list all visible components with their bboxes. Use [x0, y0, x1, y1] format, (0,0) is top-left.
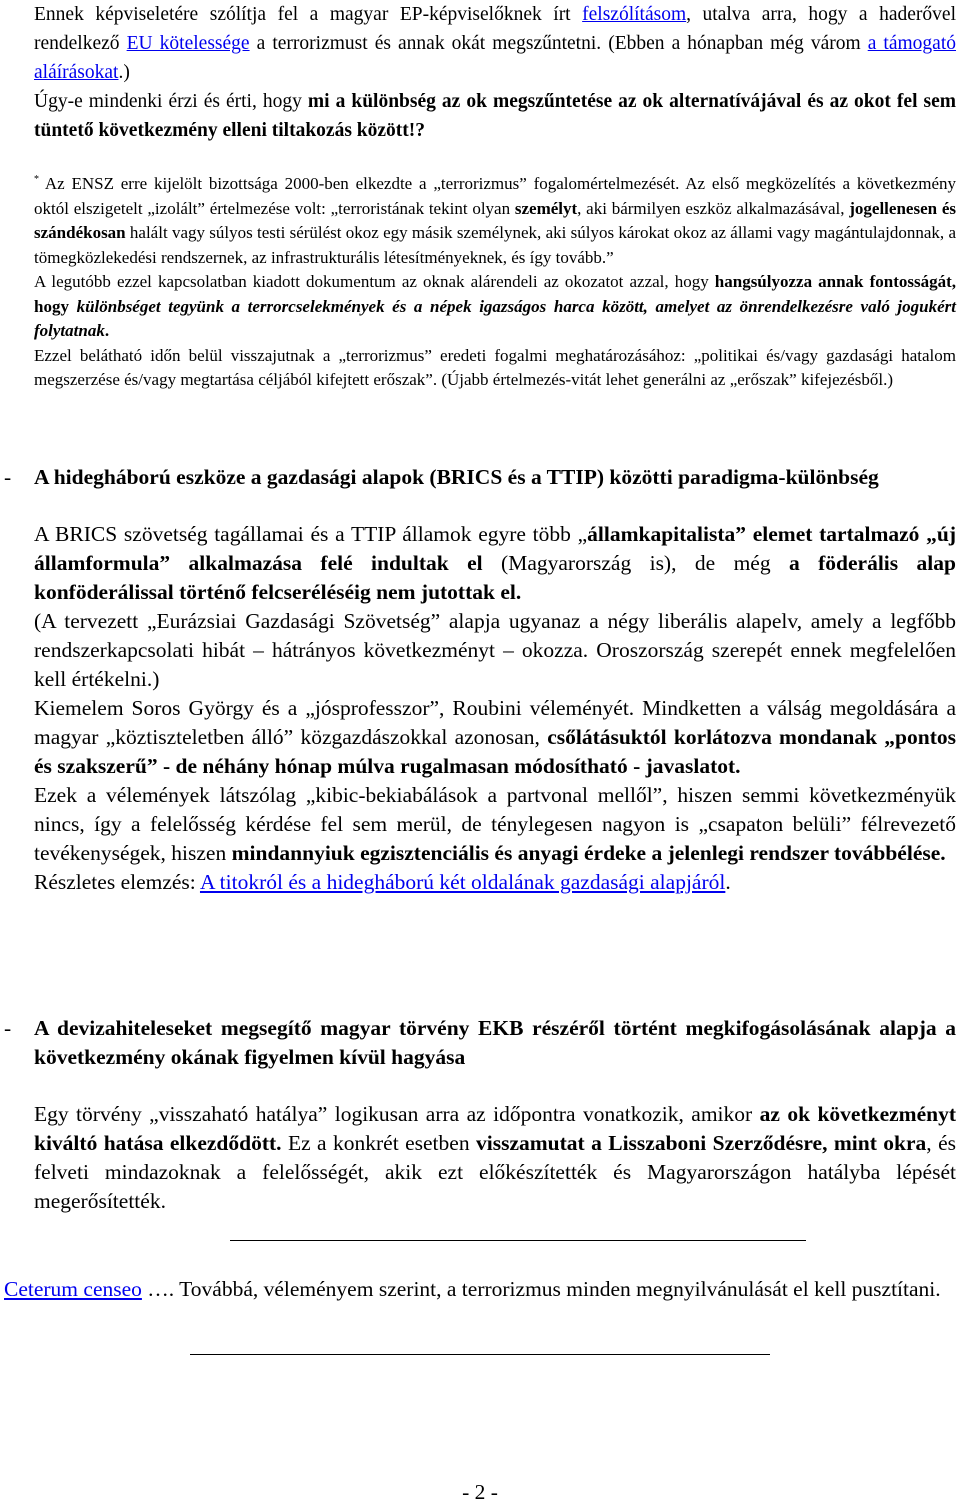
section-heading — [0, 1014, 956, 1072]
body-bold: mindannyiuk egzisztenciális és anyagi érdeke a jelenlegi rendszer továbbélése. — [231, 841, 946, 865]
footnote-paragraph-1 — [34, 168, 956, 270]
body-text: . — [725, 870, 731, 894]
divider-line — [190, 1354, 770, 1355]
intro-text: Úgy-e mindenki érzi és érti, hogy — [34, 91, 308, 112]
footnote-text: halált vagy súlyos testi sérülést okoz egy másik személynek, aki súlyos károkat okoz az állami vagy magántulajdonnak, a tömegközlekedési rendszernek, az infrastrukturális létesítményeknek, és így tovább.” — [34, 223, 956, 267]
paragraph-brics — [34, 520, 956, 607]
body-text: Ezek a vélemények látszólag „kibic-bekiabálások a partvonal mellől”, hiszen semmi következményük nincs, így a felelősség kérdése fel sem merül, de ténylegesen nagyon is „csapaton belüli” félrevezető tevékenységek, hiszen — [34, 783, 956, 865]
body-bold: az ok következményt kiváltó hatása elkezdődött. — [34, 1102, 956, 1155]
intro-block — [34, 0, 956, 145]
body-text: Egy törvény „visszaható hatálya” logikusan arra az időpontra vonatkozik, amikor — [34, 1102, 760, 1126]
footnote-text: , aki bármilyen eszköz alkalmazásával, — [577, 198, 850, 218]
footnote-paragraph-3: Ezzel belátható időn belül visszajutnak a „terrorizmus” eredeti fogalmi meghatározásához: „politikai és/vagy gazdasági hatalom megszerzése és/vagy megtartása céljából kifejtett erőszak”. (Újabb értelmezés-vitát lehet generálni az „erőszak” kifejezésből.) — [34, 345, 956, 389]
tamogato-alairasok-link[interactable]: a támogató aláírásokat — [34, 33, 956, 83]
divider-line — [230, 1240, 806, 1241]
intro-text: , utalva arra, hogy a haderővel rendelkező — [34, 4, 956, 54]
body-text: Részletes elemzés: — [34, 870, 200, 894]
list-dash: - — [4, 465, 12, 489]
body-text: (Magyarország is), de még — [482, 551, 789, 575]
body-bold: államkapitalista” elemet tartalmazó „új államformula” alkalmazása felé indultak el — [34, 522, 956, 575]
footnote-block — [34, 168, 956, 393]
footnote-bold: személyt — [514, 198, 578, 218]
footnote-paragraph-2 — [34, 270, 956, 344]
body-bold: a föderális alap konföderálissal történő felcseréléséig nem jutottak el. — [34, 551, 956, 604]
footnote-bold: hangsúlyozza annak fontosságát, hogy — [34, 272, 957, 316]
closing-paragraph — [4, 1275, 956, 1304]
body-text: , és felveti mindazoknak a felelősségét, akik ezt előkészítették és Magyarországon hatályba lépését megerősítették. — [34, 1131, 956, 1213]
felszolitas-link[interactable]: felszólításom — [582, 4, 687, 25]
closing-text: …. Továbbá, véleményem szerint, a terrorizmus minden megnyilvánulását el kell pusztítani. — [141, 1277, 941, 1301]
titok-hideghaboru-link[interactable]: A titokról és a hidegháború két oldalának gazdasági alapjáról — [199, 870, 726, 894]
paragraph-visszahato — [34, 1100, 956, 1216]
footnote-text: Az ENSZ erre kijelölt bizottsága 2000-ben elkezdte a „terrorizmus” fogalomértelmezését. Az első megközelítés a következmény októl elszigetelt „izolált” értelmezése volt: „terroristának tekint olyan — [34, 174, 956, 218]
footnote-bold: jogellenesen és szándékosan — [34, 198, 956, 242]
body-text: A BRICS szövetség tagállamai és a TTIP államok egyre több „ — [34, 522, 588, 546]
footnote-text: A legutóbb ezzel kapcsolatban kiadott dokumentum az oknak alárendeli az okozatot azzal, hogy — [34, 272, 715, 291]
section-devizahitel — [0, 1014, 956, 1216]
intro-bold-text: mi a különbség az ok megszűntetése az ok alternatívájával és az okot fel sem tüntető következmény elleni tiltakozás között!? — [34, 91, 956, 141]
footnote-bold-italic: különbséget tegyünk a terrorcselekmények és a népek igazságos harca között, amelyet az önrendelkezésre való jogukért folytatnak — [34, 296, 956, 340]
intro-question — [34, 87, 956, 145]
intro-paragraph — [34, 0, 956, 87]
intro-text: Ennek képviseletére szólítja fel a magyar EP-képviselőknek írt — [34, 4, 583, 25]
intro-text: a terrorizmust és annak okát megszűntetni. (Ebben a hónapban még várom — [249, 33, 868, 54]
heading-text: A hidegháború eszköze a gazdasági alapok (BRICS és a TTIP) közötti paradigma-különbség — [34, 465, 879, 489]
section-hideghaboru — [0, 463, 956, 897]
body-bold: visszamutat a Lisszaboni Szerződésre, mint okra — [475, 1131, 927, 1155]
list-dash: - — [4, 1016, 12, 1040]
body-bold: csőlátásuktól korlátozva mondanak „pontos és szakszerű” - de néhány hónap múlva rugalmasan módosítható - javaslatot. — [34, 725, 956, 778]
body-text: Kiemelem Soros György és a „jósprofesszor”, Roubini véleményét. Mindketten a válság megoldására a magyar „köztiszteletben álló” közgazdászokkal azonosan, — [34, 696, 956, 749]
intro-text: .) — [118, 62, 130, 83]
eu-kotelesseg-link[interactable]: EU kötelessége — [126, 33, 250, 54]
ceterum-censeo-link[interactable]: Ceterum censeo — [4, 1277, 142, 1301]
section-heading — [0, 463, 956, 492]
section-body — [0, 1100, 956, 1216]
section-body — [0, 520, 956, 897]
paragraph-kibic — [34, 781, 956, 868]
paragraph-soros — [34, 694, 956, 781]
body-text: Ez a konkrét esetben — [281, 1131, 476, 1155]
paragraph-eurazsiai: (A tervezett „Eurázsiai Gazdasági Szövetség” alapja ugyanaz a négy liberális alapelv, amely a legfőbb rendszerkapcsolati hibát – hátrányos következményt – okozza. Oroszország szerepét ennek megfelelően kell értékelni.) — [34, 609, 956, 691]
heading-text: A devizahiteleseket megsegítő magyar törvény EKB részéről történt megkifogásolásának alapja a következmény okának figyelmen kívül hagyása — [34, 1016, 956, 1069]
footnote-bold: . — [104, 321, 110, 340]
page-number: - 2 - — [462, 1480, 498, 1504]
footnote-mark: * — [34, 174, 39, 185]
paragraph-reszletes — [34, 868, 956, 897]
